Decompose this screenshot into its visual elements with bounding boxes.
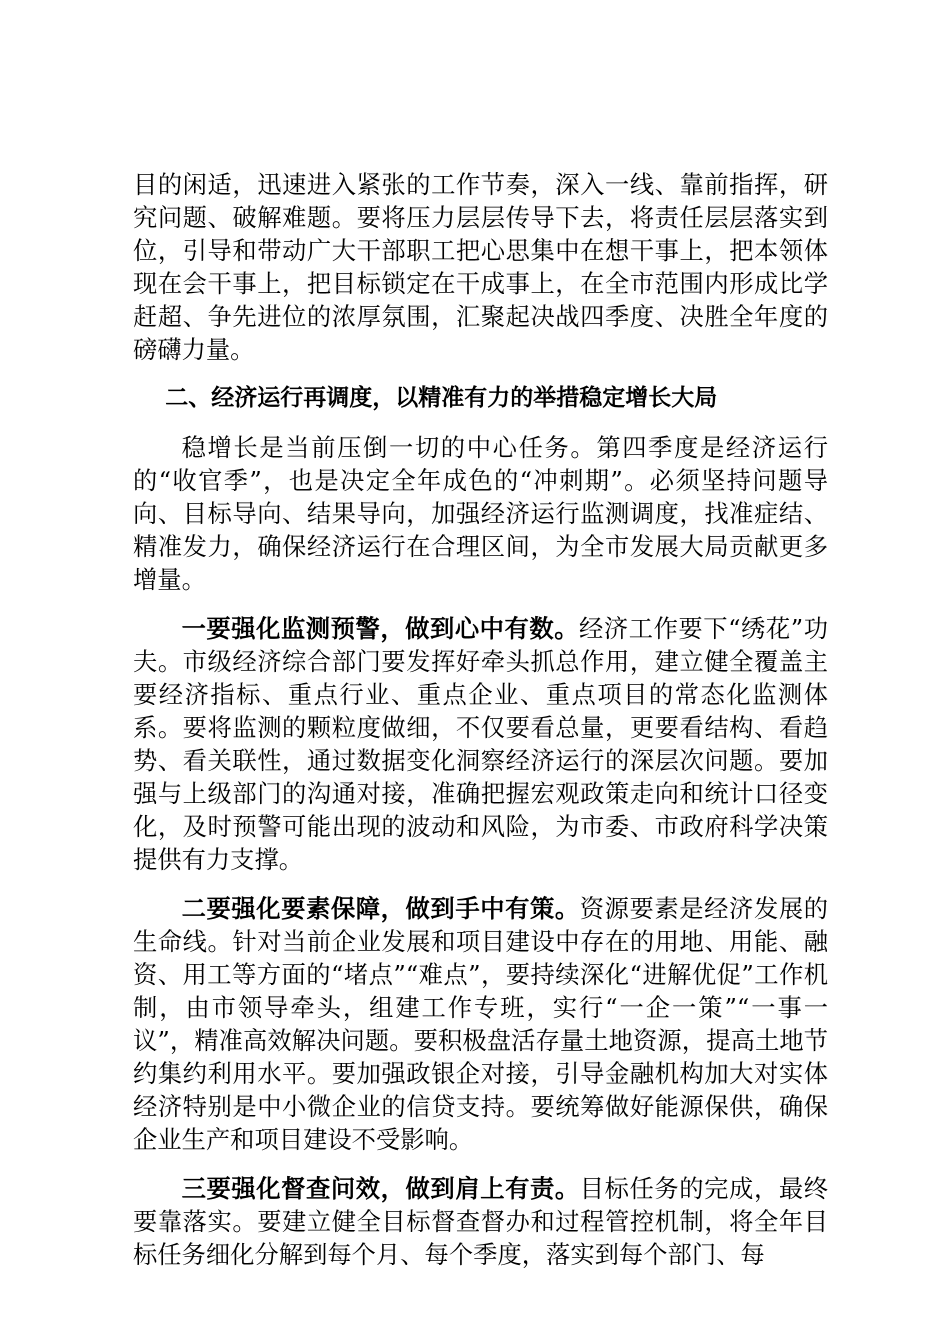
- paragraph-continuation: 目的闲适，迅速进入紧张的工作节奏，深入一线、靠前指挥，研究问题、破解难题。要将压力层层传导下去，将责任层层落实到位，引导和带动广大干部职工把心思集中在想干事上，把本领体现在会干事上，把目标锁定在干成事上，在全市范围内形成比学赶超、争先进位的浓厚氛围，汇聚起决战四季度、决胜全年度的磅礴力量。: [133, 170, 828, 364]
- section-heading: 二、经济运行再调度，以精准有力的举措稳定增长大局: [165, 385, 718, 411]
- point-two-text: 资源要素是经济发展的生命线。针对当前企业发展和项目建设中存在的用地、用能、融资、用工等方面的“堵点”“难点”，要持续深化“进解优促”工作机制，由市领导牵头，组建工作专班，实行“一企一策”“一事一议”，精准高效解决问题。要积极盘活存量土地资源，提高土地节约集约利用水平。要加强政银企对接，引导金融机构加大对实体经济特别是中小微企业的信贷支持。要统筹做好能源保供，确保企业生产和项目建设不受影响。: [133, 894, 829, 1154]
- document-page: [133, 168, 828, 1287]
- point-three-lead: 三要强化督查问效，做到肩上有责。: [181, 1174, 580, 1203]
- point-one: [133, 612, 828, 876]
- paragraph-intro: 稳增长是当前压倒一切的中心任务。第四季度是经济运行的“收官季”，也是决定全年成色的“冲刺期”。必须坚持问题导向、目标导向、结果导向，加强经济运行监测调度，找准症结、精准发力，确保经济运行在合理区间，为全市发展大局贡献更多增量。: [133, 433, 828, 594]
- point-two: [133, 892, 828, 1156]
- point-one-text: 经济工作要下“绣花”功夫。市级经济综合部门要发挥好牵头抓总作用，建立健全覆盖主要经济指标、重点行业、重点企业、重点项目的常态化监测体系。要将监测的颗粒度做细，不仅要看总量，更要看结构、看趋势、看关联性，通过数据变化洞察经济运行的深层次问题。要加强与上级部门的沟通对接，准确把握宏观政策走向和统计口径变化，及时预警可能出现的波动和风险，为市委、市政府科学决策提供有力支撑。: [133, 614, 828, 874]
- point-two-lead: 二要强化要素保障，做到手中有策。: [181, 894, 580, 923]
- point-three: [133, 1172, 828, 1271]
- point-one-lead: 一要强化监测预警，做到心中有数。: [181, 614, 580, 643]
- point-three-text: 目标任务的完成，最终要靠落实。要建立健全目标督查督办和过程管控机制，将全年目标任务细化分解到每个月、每个季度，落实到每个部门、每: [133, 1174, 829, 1269]
